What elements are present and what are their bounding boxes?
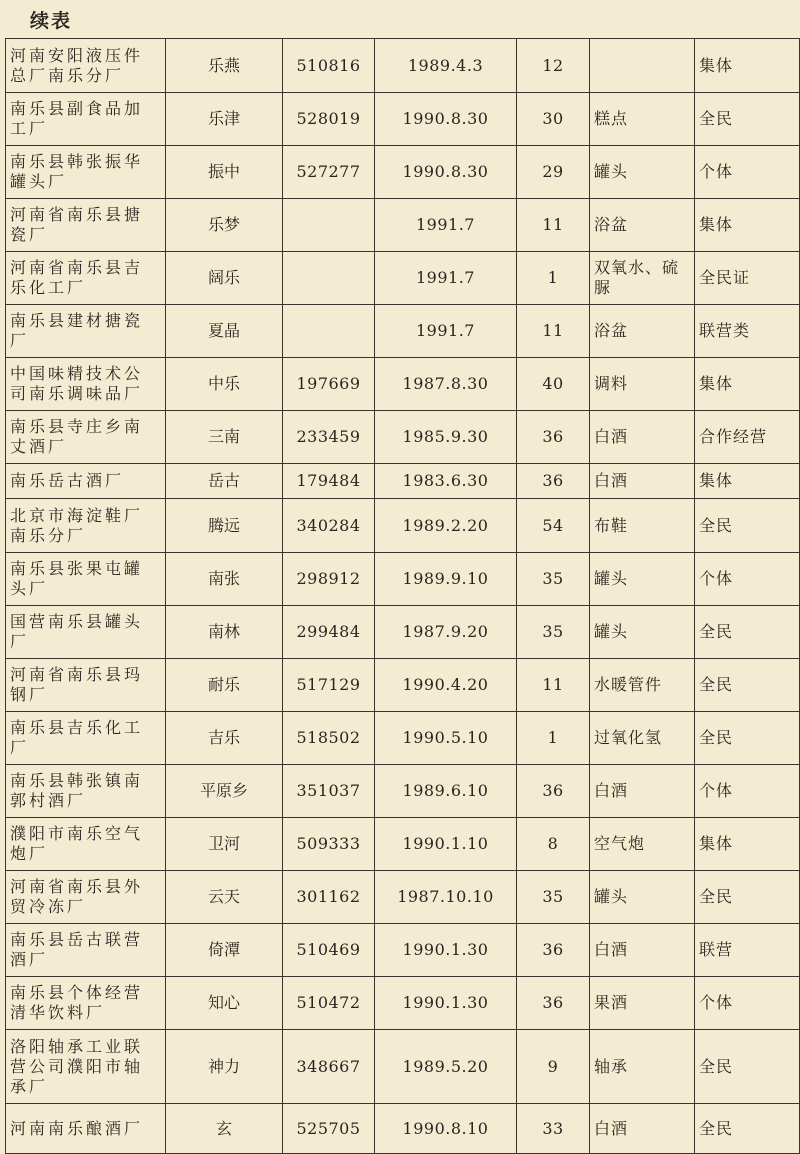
brand-cell: 耐乐 xyxy=(166,659,283,712)
registration-date-cell: 1987.9.20 xyxy=(375,606,517,659)
ownership-cell: 全民 xyxy=(695,871,800,924)
registration-number-cell: 528019 xyxy=(283,93,375,146)
registration-number-cell: 233459 xyxy=(283,411,375,464)
product-cell: 白酒 xyxy=(590,924,695,977)
registration-number-cell: 510469 xyxy=(283,924,375,977)
company-name-cell: 南乐县建材搪瓷厂 xyxy=(6,305,166,358)
brand-cell: 南林 xyxy=(166,606,283,659)
company-name-cell: 南乐县岳古联营酒厂 xyxy=(6,924,166,977)
registration-number-cell: 510472 xyxy=(283,977,375,1030)
table-row xyxy=(6,924,800,977)
class-cell: 36 xyxy=(517,411,590,464)
company-name-cell: 河南安阳液压件总厂南乐分厂 xyxy=(6,39,166,93)
brand-cell: 卫河 xyxy=(166,818,283,871)
registration-number-cell: 299484 xyxy=(283,606,375,659)
brand-cell: 吉乐 xyxy=(166,712,283,765)
product-cell: 双氧水、硫脲 xyxy=(590,252,695,305)
registration-date-cell: 1990.1.10 xyxy=(375,818,517,871)
table-row xyxy=(6,659,800,712)
product-cell: 白酒 xyxy=(590,464,695,499)
product-cell: 白酒 xyxy=(590,765,695,818)
class-cell: 11 xyxy=(517,199,590,252)
class-cell: 36 xyxy=(517,977,590,1030)
ownership-cell: 联营类 xyxy=(695,305,800,358)
brand-cell: 夏晶 xyxy=(166,305,283,358)
registration-date-cell: 1990.8.30 xyxy=(375,146,517,199)
table-row xyxy=(6,358,800,411)
product-cell: 空气炮 xyxy=(590,818,695,871)
company-name-cell: 国营南乐县罐头厂 xyxy=(6,606,166,659)
brand-cell: 倚潭 xyxy=(166,924,283,977)
brand-cell: 阔乐 xyxy=(166,252,283,305)
ownership-cell: 联营 xyxy=(695,924,800,977)
brand-cell: 振中 xyxy=(166,146,283,199)
class-cell: 9 xyxy=(517,1030,590,1104)
registration-date-cell: 1989.4.3 xyxy=(375,39,517,93)
brand-cell: 玄 xyxy=(166,1104,283,1154)
registration-number-cell: 518502 xyxy=(283,712,375,765)
registration-date-cell: 1991.7 xyxy=(375,252,517,305)
ownership-cell: 全民 xyxy=(695,659,800,712)
class-cell: 36 xyxy=(517,924,590,977)
registration-number-cell: 340284 xyxy=(283,499,375,553)
brand-cell: 南张 xyxy=(166,553,283,606)
class-cell: 35 xyxy=(517,553,590,606)
table-row xyxy=(6,553,800,606)
registration-date-cell: 1989.9.10 xyxy=(375,553,517,606)
brand-cell: 中乐 xyxy=(166,358,283,411)
registration-number-cell: 197669 xyxy=(283,358,375,411)
product-cell xyxy=(590,39,695,93)
table-row xyxy=(6,712,800,765)
class-cell: 11 xyxy=(517,659,590,712)
registration-date-cell: 1990.8.10 xyxy=(375,1104,517,1154)
page-title: 续表 xyxy=(30,10,73,32)
class-cell: 30 xyxy=(517,93,590,146)
table-row xyxy=(6,411,800,464)
product-cell: 白酒 xyxy=(590,1104,695,1154)
registration-number-cell xyxy=(283,252,375,305)
table-row xyxy=(6,305,800,358)
class-cell: 1 xyxy=(517,712,590,765)
company-name-cell: 北京市海淀鞋厂南乐分厂 xyxy=(6,499,166,553)
table-row xyxy=(6,499,800,553)
class-cell: 54 xyxy=(517,499,590,553)
ownership-cell: 全民 xyxy=(695,606,800,659)
class-cell: 36 xyxy=(517,765,590,818)
company-name-cell: 南乐县吉乐化工厂 xyxy=(6,712,166,765)
registration-date-cell: 1987.10.10 xyxy=(375,871,517,924)
class-cell: 40 xyxy=(517,358,590,411)
ownership-cell: 集体 xyxy=(695,199,800,252)
brand-cell: 神力 xyxy=(166,1030,283,1104)
brand-cell: 乐梦 xyxy=(166,199,283,252)
class-cell: 33 xyxy=(517,1104,590,1154)
table-row xyxy=(6,252,800,305)
ownership-cell: 全民 xyxy=(695,499,800,553)
table-row xyxy=(6,606,800,659)
class-cell: 12 xyxy=(517,39,590,93)
ownership-cell: 全民 xyxy=(695,712,800,765)
brand-cell: 三南 xyxy=(166,411,283,464)
product-cell: 过氧化氢 xyxy=(590,712,695,765)
registration-number-cell xyxy=(283,199,375,252)
ownership-cell: 全民证 xyxy=(695,252,800,305)
ownership-cell: 个体 xyxy=(695,765,800,818)
registration-date-cell: 1990.8.30 xyxy=(375,93,517,146)
company-name-cell: 濮阳市南乐空气炮厂 xyxy=(6,818,166,871)
ownership-cell: 全民 xyxy=(695,93,800,146)
registration-date-cell: 1990.5.10 xyxy=(375,712,517,765)
company-name-cell: 南乐县寺庄乡南丈酒厂 xyxy=(6,411,166,464)
registration-number-cell xyxy=(283,305,375,358)
table-row xyxy=(6,1104,800,1154)
company-name-cell: 南乐县个体经营清华饮料厂 xyxy=(6,977,166,1030)
registration-date-cell: 1990.1.30 xyxy=(375,924,517,977)
brand-cell: 乐燕 xyxy=(166,39,283,93)
class-cell: 35 xyxy=(517,606,590,659)
registration-number-cell: 348667 xyxy=(283,1030,375,1104)
ownership-cell: 集体 xyxy=(695,358,800,411)
product-cell: 白酒 xyxy=(590,411,695,464)
company-name-cell: 南乐县张果屯罐头厂 xyxy=(6,553,166,606)
ownership-cell: 集体 xyxy=(695,818,800,871)
product-cell: 轴承 xyxy=(590,1030,695,1104)
ownership-cell: 集体 xyxy=(695,39,800,93)
brand-cell: 知心 xyxy=(166,977,283,1030)
registration-date-cell: 1985.9.30 xyxy=(375,411,517,464)
registration-date-cell: 1989.2.20 xyxy=(375,499,517,553)
registration-date-cell: 1989.6.10 xyxy=(375,765,517,818)
product-cell: 罐头 xyxy=(590,553,695,606)
class-cell: 29 xyxy=(517,146,590,199)
registration-date-cell: 1990.4.20 xyxy=(375,659,517,712)
table-row xyxy=(6,977,800,1030)
company-name-cell: 南乐岳古酒厂 xyxy=(6,464,166,499)
trademark-registry-table xyxy=(5,38,800,1154)
ownership-cell: 个体 xyxy=(695,977,800,1030)
product-cell: 罐头 xyxy=(590,606,695,659)
brand-cell: 岳古 xyxy=(166,464,283,499)
registration-number-cell: 517129 xyxy=(283,659,375,712)
company-name-cell: 中国味精技术公司南乐调味品厂 xyxy=(6,358,166,411)
registration-number-cell: 301162 xyxy=(283,871,375,924)
company-name-cell: 河南省南乐县外贸冷冻厂 xyxy=(6,871,166,924)
table-row xyxy=(6,871,800,924)
registration-number-cell: 351037 xyxy=(283,765,375,818)
registration-date-cell: 1987.8.30 xyxy=(375,358,517,411)
product-cell: 浴盆 xyxy=(590,305,695,358)
table-row xyxy=(6,199,800,252)
product-cell: 罐头 xyxy=(590,146,695,199)
registration-date-cell: 1983.6.30 xyxy=(375,464,517,499)
table-row xyxy=(6,146,800,199)
registration-number-cell: 298912 xyxy=(283,553,375,606)
registration-number-cell: 510816 xyxy=(283,39,375,93)
ownership-cell: 全民 xyxy=(695,1104,800,1154)
table-row xyxy=(6,464,800,499)
company-name-cell: 洛阳轴承工业联营公司濮阳市轴承厂 xyxy=(6,1030,166,1104)
table-row xyxy=(6,39,800,93)
registration-date-cell: 1991.7 xyxy=(375,305,517,358)
registration-number-cell: 179484 xyxy=(283,464,375,499)
table-row xyxy=(6,765,800,818)
company-name-cell: 河南省南乐县搪瓷厂 xyxy=(6,199,166,252)
product-cell: 布鞋 xyxy=(590,499,695,553)
ownership-cell: 全民 xyxy=(695,1030,800,1104)
registration-number-cell: 527277 xyxy=(283,146,375,199)
registration-number-cell: 525705 xyxy=(283,1104,375,1154)
brand-cell: 乐津 xyxy=(166,93,283,146)
class-cell: 8 xyxy=(517,818,590,871)
table-body xyxy=(6,39,800,1154)
ownership-cell: 个体 xyxy=(695,553,800,606)
table-row xyxy=(6,93,800,146)
product-cell: 糕点 xyxy=(590,93,695,146)
company-name-cell: 南乐县韩张振华罐头厂 xyxy=(6,146,166,199)
class-cell: 11 xyxy=(517,305,590,358)
registration-date-cell: 1990.1.30 xyxy=(375,977,517,1030)
table-row xyxy=(6,1030,800,1104)
company-name-cell: 河南南乐酿酒厂 xyxy=(6,1104,166,1154)
company-name-cell: 河南省南乐县吉乐化工厂 xyxy=(6,252,166,305)
product-cell: 浴盆 xyxy=(590,199,695,252)
ownership-cell: 集体 xyxy=(695,464,800,499)
class-cell: 35 xyxy=(517,871,590,924)
registration-number-cell: 509333 xyxy=(283,818,375,871)
brand-cell: 腾远 xyxy=(166,499,283,553)
class-cell: 36 xyxy=(517,464,590,499)
company-name-cell: 河南省南乐县玛钢厂 xyxy=(6,659,166,712)
company-name-cell: 南乐县韩张镇南郭村酒厂 xyxy=(6,765,166,818)
ownership-cell: 合作经营 xyxy=(695,411,800,464)
product-cell: 调料 xyxy=(590,358,695,411)
company-name-cell: 南乐县副食品加工厂 xyxy=(6,93,166,146)
brand-cell: 云天 xyxy=(166,871,283,924)
product-cell: 罐头 xyxy=(590,871,695,924)
product-cell: 果酒 xyxy=(590,977,695,1030)
brand-cell: 平原乡 xyxy=(166,765,283,818)
ownership-cell: 个体 xyxy=(695,146,800,199)
table-row xyxy=(6,818,800,871)
product-cell: 水暖管件 xyxy=(590,659,695,712)
registration-date-cell: 1991.7 xyxy=(375,199,517,252)
registration-date-cell: 1989.5.20 xyxy=(375,1030,517,1104)
class-cell: 1 xyxy=(517,252,590,305)
